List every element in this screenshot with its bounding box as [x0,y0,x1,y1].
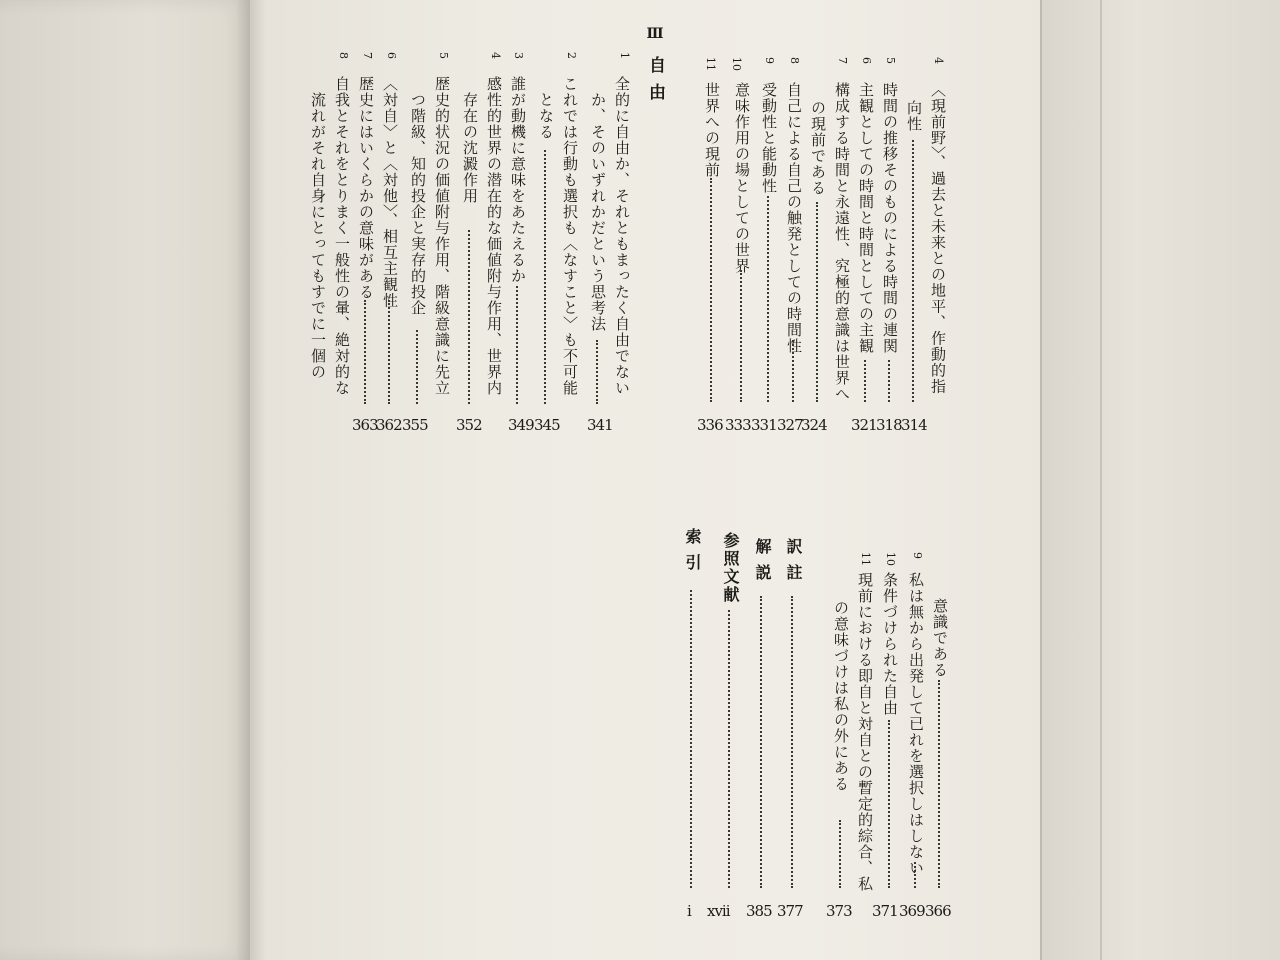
page-edge-line [1100,0,1102,960]
toc-entry-number: 7 [361,52,374,59]
toc-page-number: 331 [751,416,777,434]
toc-page-number: 341 [587,416,613,434]
toc-leader-dots [710,178,712,402]
toc-leader-dots [388,300,390,404]
toc-entry-number: 6 [385,52,398,59]
toc-entry-title: 自我とそれをとりまく一般性の暈、絶対的な [333,76,351,396]
toc-page-number: 327 [777,416,803,434]
toc-leader-dots [760,596,762,888]
toc-entry-number: 3 [512,52,525,59]
toc-entry-number: 2 [565,52,578,59]
toc-entry-title: 私は無から出発して已れを選択しはしない [907,572,925,876]
toc-entry-title: 流れがそれ自身にとってもすでに一個の [309,92,327,380]
toc-entry-number: 9 [911,552,924,559]
toc-page-number: 377 [777,902,803,920]
toc-entry-number: 11 [704,57,717,71]
toc-entry-title: 構成する時間と永遠性、究極的意識は世界へ [833,82,851,402]
toc-entry-title: の現前である [809,100,827,196]
toc-leader-dots [864,360,866,402]
toc-page-number: 352 [456,416,482,434]
toc-page-number: 333 [725,416,751,434]
toc-leader-dots [728,610,730,888]
back-matter-title: 解説 [753,538,772,590]
toc-leader-dots [740,270,742,402]
toc-entry-number: 4 [932,57,945,64]
toc-entry-number: 8 [788,57,801,64]
toc-leader-dots [912,140,914,402]
toc-entry-number: 9 [763,57,776,64]
toc-leader-dots [914,862,916,888]
section-title: 自由 [645,56,665,110]
left-page [0,0,250,960]
toc-entry-title: 自己による自己の触発としての時間性 [785,82,803,354]
toc-entry-title: 主観としての時間と時間としての主観 [857,82,875,354]
toc-page-number: 324 [801,416,827,434]
toc-entry-title: 〈対自〉と〈対他〉、相互主観性 [381,76,399,309]
toc-leader-dots [791,596,793,888]
toc-entry-number: 7 [836,57,849,64]
toc-entry-number: 8 [337,52,350,59]
toc-entry-title: これでは行動も選択も〈なすこと〉も不可能 [561,76,579,396]
toc-page-number: 371 [872,902,898,920]
toc-leader-dots [416,330,418,404]
toc-entry-title: 存在の沈澱作用 [461,92,479,204]
toc-entry-title: 条件づけられた自由 [881,572,899,716]
back-matter-title: 訳註 [784,538,803,590]
toc-page-number: 318 [876,416,902,434]
back-matter-title: 参照文献 [721,532,740,604]
toc-entry-title: 誰が動機に意味をあたえるか [509,76,527,284]
toc-page-number: 314 [901,416,927,434]
toc-entry-title: 時間の推移そのものによる時間の連関 [881,82,899,354]
toc-page-number: 385 [746,902,772,920]
toc-entry-number: 10 [730,57,743,71]
book-gutter [236,0,266,960]
toc-entry-title: 感性的世界の潜在的な価値附与作用、世界内 [485,76,503,396]
toc-leader-dots [839,820,841,888]
toc-leader-dots [816,202,818,402]
toc-entry-title: 現前における即自と対自との暫定的綜合、私 [856,572,874,892]
back-matter-title: 索引 [683,528,702,580]
toc-leader-dots [468,230,470,404]
toc-page-number: xvii [707,902,730,920]
toc-entry-title: 向性 [905,100,923,132]
toc-entry-number: 5 [884,57,897,64]
toc-page-number: 373 [826,902,852,920]
toc-entry-number: 5 [437,52,450,59]
toc-page-number: 362 [376,416,402,434]
toc-entry-number: 10 [884,552,897,566]
toc-entry-title: 意識である [931,598,949,678]
toc-leader-dots [938,680,940,888]
toc-leader-dots [544,150,546,404]
toc-entry-number: 11 [859,552,872,566]
toc-leader-dots [767,196,769,402]
toc-page-number: 363 [352,416,378,434]
toc-entry-title: 歴史的状況の価値附与作用、階級意識に先立 [433,76,451,396]
toc-entry-number: 4 [489,52,502,59]
toc-leader-dots [364,300,366,404]
section-number: Ⅲ [647,26,663,43]
toc-page-number: 345 [534,416,560,434]
toc-page-number: 355 [402,416,428,434]
toc-entry-title: 歴史にはいくらかの意味がある [357,76,375,300]
right-page-edge [1040,0,1280,960]
toc-entry-number: 1 [618,52,631,59]
toc-entry-number: 6 [860,57,873,64]
toc-entry-title: 受動性と能動性 [760,82,778,194]
toc-leader-dots [516,286,518,404]
toc-leader-dots [690,590,692,888]
toc-entry-title: の意味づけは私の外にある [832,600,850,792]
page-edge-line [1040,0,1042,960]
toc-leader-dots [792,340,794,402]
toc-page-number: i [687,902,691,920]
toc-leader-dots [888,360,890,402]
toc-entry-title: 意味作用の場としての世界 [733,82,751,274]
toc-page-number: 349 [508,416,534,434]
toc-leader-dots [888,720,890,888]
toc-page-number: 366 [925,902,951,920]
toc-entry-title: つ階級、知的投企と実存的投企 [409,92,427,316]
toc-entry-title: か、そのいずれかだという思考法 [589,92,607,332]
toc-page-number: 336 [697,416,723,434]
toc-entry-title: となる [537,92,555,140]
toc-entry-title: 世界への現前 [703,82,721,178]
toc-entry-title: 全的に自由か、それともまったく自由でない [613,76,631,396]
toc-entry-title: 〈現前野〉、過去と未来との地平、作動的指 [929,82,947,395]
toc-page-number: 369 [899,902,925,920]
toc-page-number: 321 [851,416,877,434]
toc-leader-dots [596,340,598,404]
